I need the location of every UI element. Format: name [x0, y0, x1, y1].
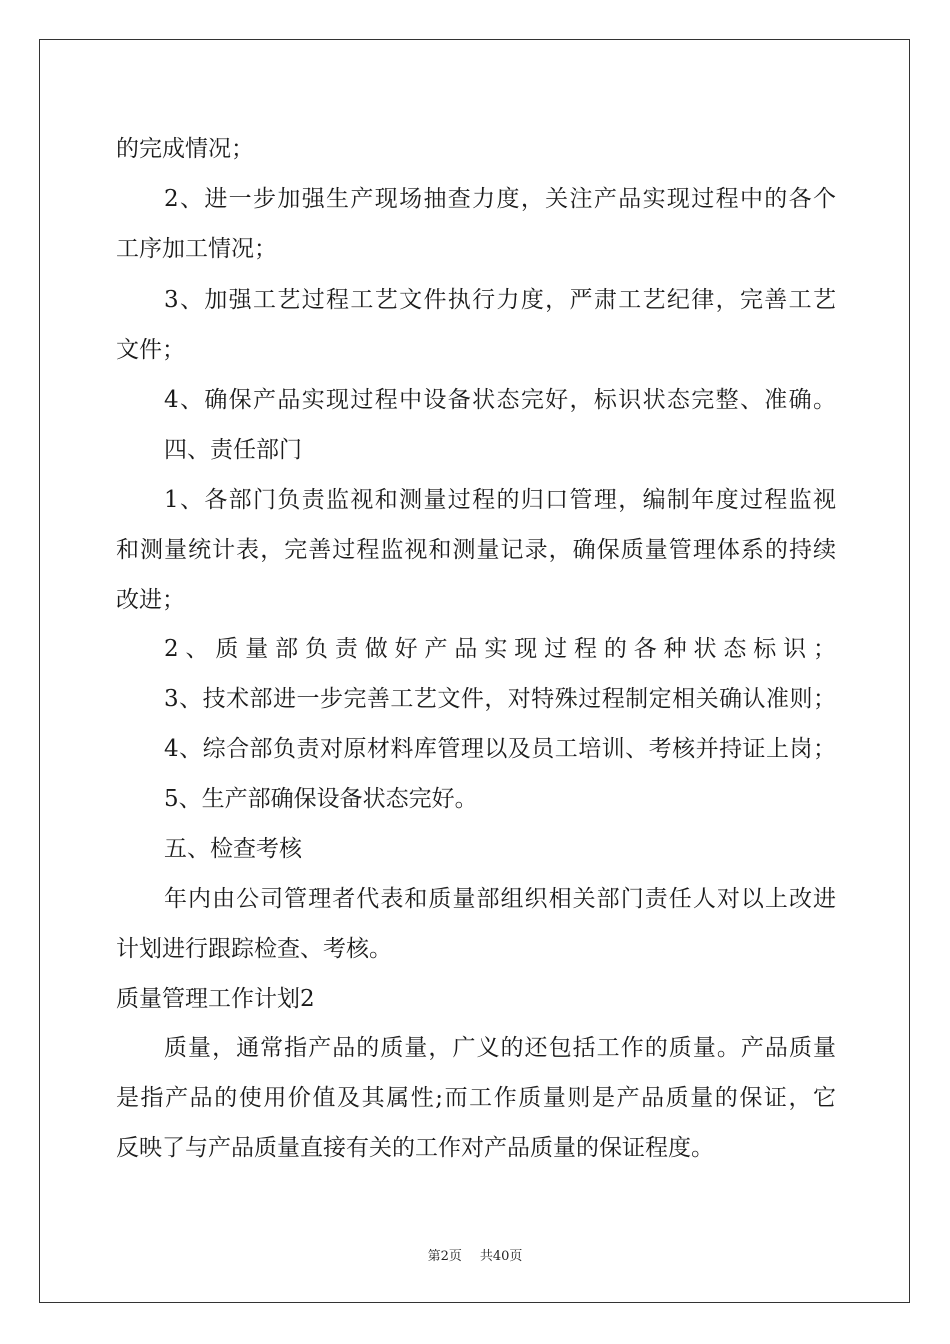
- body-line: 改进；: [116, 587, 185, 613]
- body-line: 2、进一步加强生产现场抽查力度，关注产品实现过程中的各个: [164, 186, 836, 212]
- body-line: 文件；: [116, 337, 185, 363]
- body-line: 2、质量部负责做好产品实现过程的各种状态标识；: [164, 636, 836, 662]
- body-line: 3、加强工艺过程工艺文件执行力度，严肃工艺纪律，完善工艺: [164, 287, 836, 313]
- document-title: 质量管理工作计划2: [116, 986, 315, 1012]
- body-line: 5、生产部确保设备状态完好。: [164, 786, 478, 812]
- body-line: 是指产品的使用价值及其属性;而工作质量则是产品质量的保证，它: [116, 1085, 836, 1111]
- section-heading: 四、责任部门: [164, 437, 302, 463]
- body-line: 年内由公司管理者代表和质量部组织相关部门责任人对以上改进: [164, 886, 836, 912]
- body-line: 3、技术部进一步完善工艺文件，对特殊过程制定相关确认准则；: [164, 686, 836, 712]
- body-line: 1、各部门负责监视和测量过程的归口管理，编制年度过程监视: [164, 487, 836, 513]
- body-line: 4、综合部负责对原材料库管理以及员工培训、考核并持证上岗；: [164, 736, 836, 762]
- page-number: 第2页: [427, 1249, 462, 1264]
- section-heading: 五、检查考核: [164, 836, 302, 862]
- body-line: 和测量统计表，完善过程监视和测量记录，确保质量管理体系的持续: [116, 537, 836, 563]
- page-border: [39, 39, 910, 1303]
- total-pages: 共40页: [479, 1249, 523, 1264]
- body-line: 反映了与产品质量直接有关的工作对产品质量的保证程度。: [116, 1135, 714, 1161]
- body-line: 质量，通常指产品的质量，广义的还包括工作的质量。产品质量: [164, 1035, 836, 1061]
- body-line: 4、确保产品实现过程中设备状态完好，标识状态完整、准确。: [164, 387, 836, 413]
- body-line: 的完成情况；: [116, 136, 254, 162]
- body-line: 工序加工情况；: [116, 236, 277, 262]
- body-line: 计划进行跟踪检查、考核。: [116, 936, 392, 962]
- page-footer: [0, 1248, 950, 1266]
